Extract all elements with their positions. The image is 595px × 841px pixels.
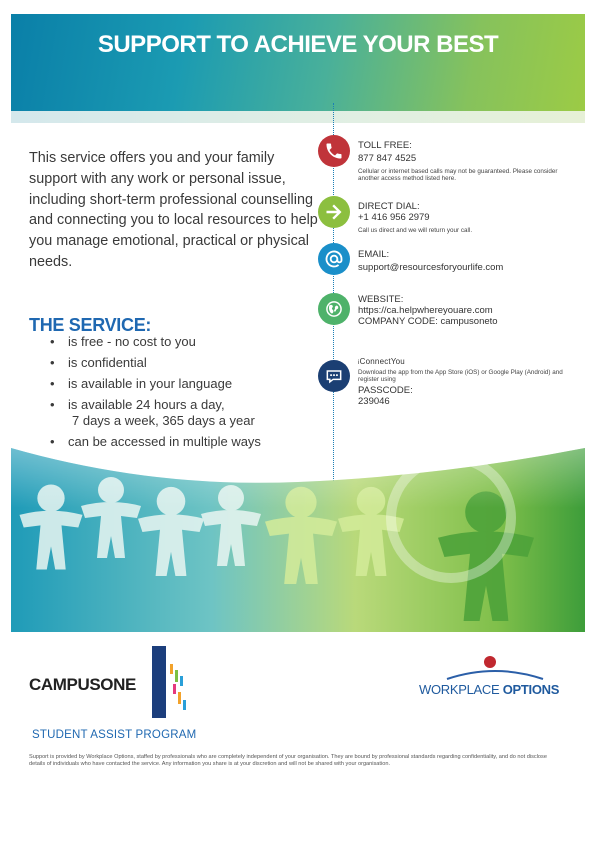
toll-free-block	[358, 140, 578, 182]
service-item: • is available in your language	[50, 376, 320, 392]
service-item: • is free - no cost to you	[50, 334, 320, 350]
direct-dial-label: DIRECT DIAL:	[358, 201, 420, 212]
intro-text: This service offers you and your family support with any work or personal issue, including short-term professional counselling and connecting you to local resources to help you manage emotional, practical or physical needs.	[29, 150, 318, 270]
direct-dial-note: Call us direct and we will return your call.	[358, 227, 473, 234]
company-code: COMPANY CODE: campusoneto	[358, 316, 498, 327]
service-item: • can be accessed in multiple ways	[50, 434, 320, 450]
workplace-options-logo: WORKPLACE OPTIONS	[419, 682, 560, 697]
passcode-label: PASSCODE:	[358, 385, 413, 396]
email-address[interactable]: support@resourcesforyourlife.com	[358, 262, 504, 273]
globe-icon	[318, 293, 350, 325]
footer-disclaimer: Support is provided by Workplace Options, staffed by professionals who are completely independent of your organisation. They are bound by professional standards regarding confidentiality, and do not disclose details of individuals who have contacted the service. Any information you share is at your discretion and will not be shared with your organisation.	[29, 754, 547, 768]
toll-free-number[interactable]: 877 847 4525	[358, 153, 417, 164]
page-title: SUPPORT TO ACHIEVE YOUR BEST	[97, 31, 499, 58]
direct-dial-icon	[318, 196, 350, 228]
service-item: • is available 24 hours a day, 7 days a week, 365 days a year	[50, 397, 320, 429]
app-name: iConnectYou	[358, 357, 405, 366]
workplace-options-logo-mark	[445, 655, 545, 681]
paper-people-image	[11, 448, 585, 632]
direct-dial-block	[358, 201, 578, 234]
phone-icon	[318, 135, 350, 167]
toll-free-note: Cellular or internet based calls may not be guaranteed. Please consider another access method listed here.	[358, 168, 558, 182]
email-label: EMAIL:	[358, 249, 390, 260]
campusone-logo-mark	[152, 646, 192, 718]
service-item: • is confidential	[50, 355, 320, 371]
service-heading: THE SERVICE:	[29, 315, 152, 335]
website-block	[358, 294, 578, 327]
app-block	[358, 356, 578, 407]
direct-dial-number[interactable]: +1 416 956 2979	[358, 212, 430, 223]
website-url[interactable]: https://ca.helpwhereyouare.com	[358, 305, 493, 316]
header-strip	[11, 111, 585, 123]
website-label: WEBSITE:	[358, 294, 404, 305]
app-note: Download the app from the App Store (iOS) or Google Play (Android) and register using	[358, 369, 563, 383]
program-name: STUDENT ASSIST PROGRAM	[32, 729, 197, 741]
at-sign-icon	[318, 243, 350, 275]
header-banner	[11, 14, 585, 111]
chat-bubble-icon	[318, 360, 350, 392]
toll-free-label: TOLL FREE:	[358, 140, 412, 151]
email-block	[358, 249, 578, 273]
campusone-logo: CAMPUSONE	[29, 675, 136, 694]
passcode-value: 239046	[358, 396, 390, 407]
service-list	[50, 334, 320, 455]
